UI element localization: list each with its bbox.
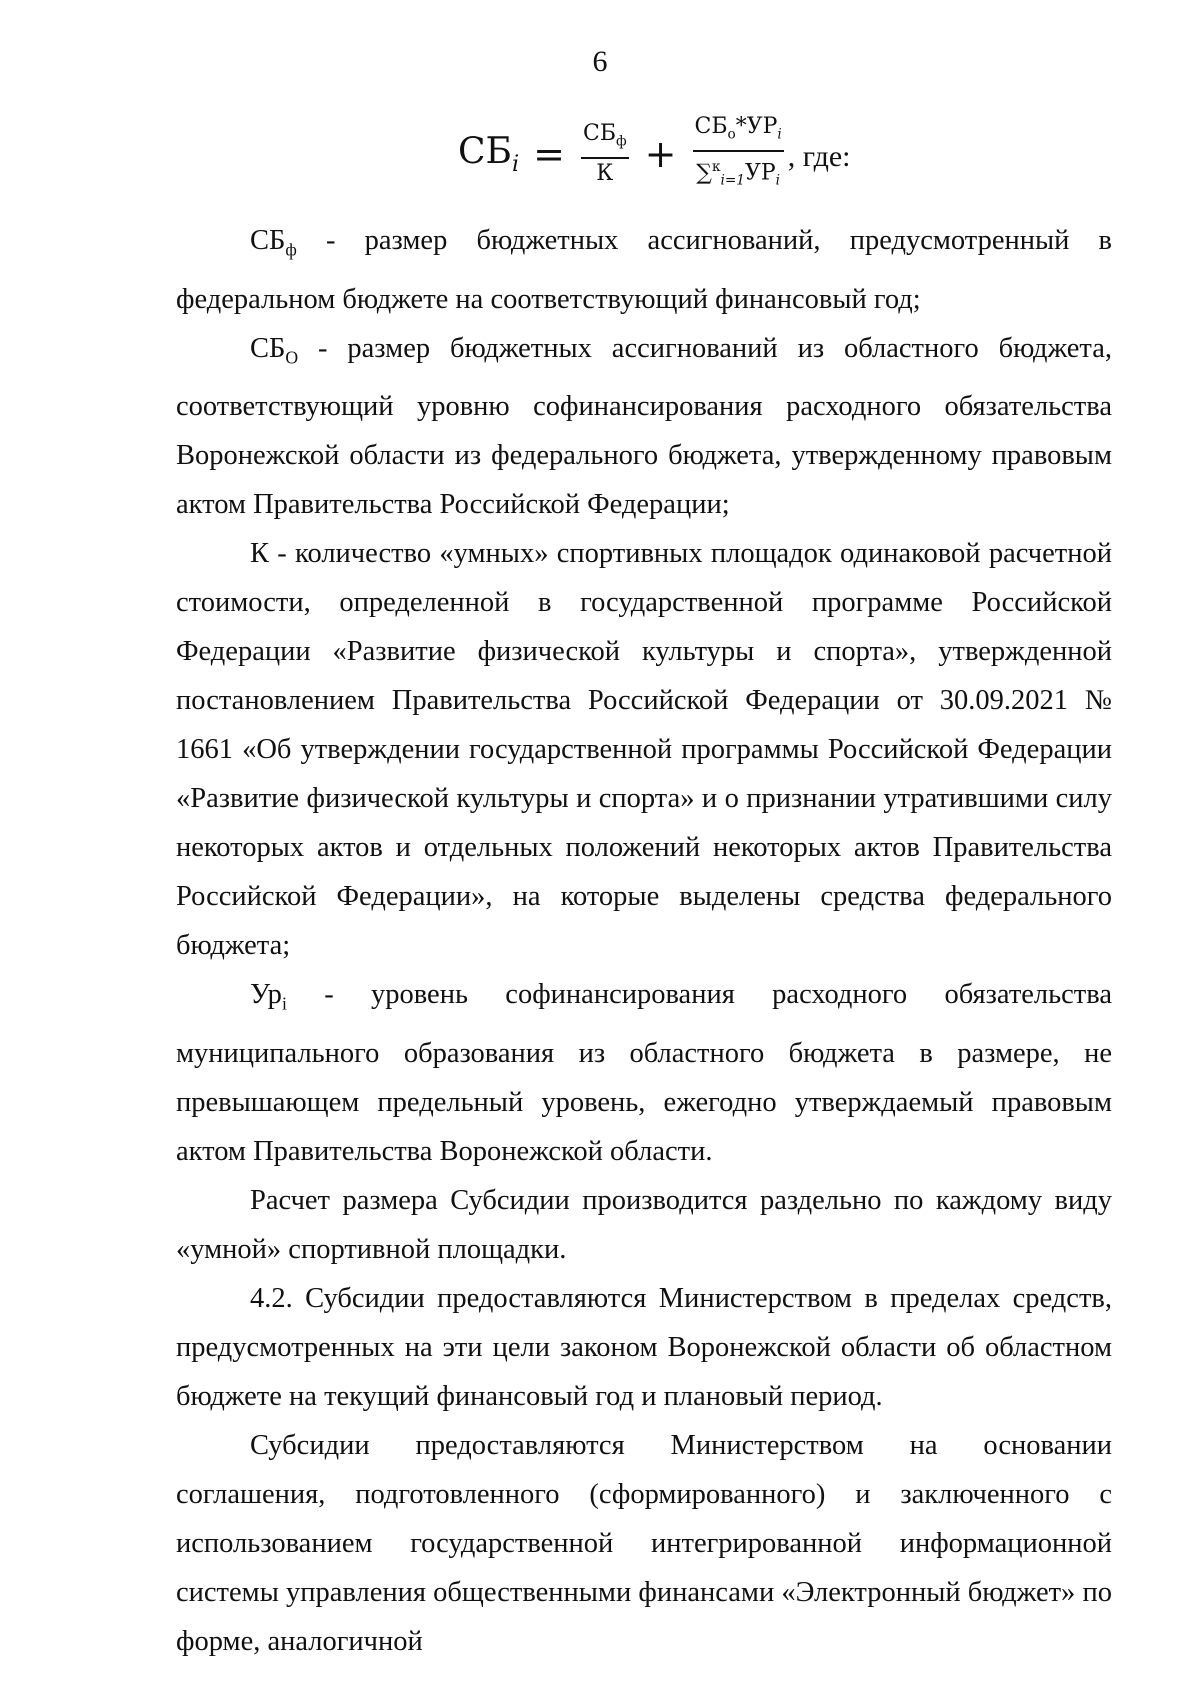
document-body bbox=[176, 216, 1112, 1666]
clause-4-2: 4.2. Субсидии предоставляются Министерством в пределах средств, предусмотренных на эти цели законом Воронежской области об областном бюджете на текущий финансовый год и плановый период. bbox=[176, 1283, 1112, 1413]
plus-sign: + bbox=[644, 132, 677, 176]
definition-k: К - количество «умных» спортивных площадок одинаковой расчетной стоимости, определенной в государственной программе Российской Федерации «Развитие физической культуры и спорта», утвержденной постановлением Правительства Российской Федерации от 30.09.2021 № 1661 «Об утверждении государственной программы Российской Федерации «Развитие физической культуры и спорта» и о признании утратившими силу некоторых актов и отдельных положений некоторых актов Правительства Российской Федерации», на которые выделены средства федерального бюджета; bbox=[176, 538, 1112, 962]
term-urp: $Ур_i$ bbox=[250, 979, 287, 1015]
fraction-denominator: $\sum^к_{i=1}УР_i$ bbox=[696, 158, 780, 189]
agreement-paragraph: Субсидии предоставляются Министерством на основании соглашения, подготовленного (сформированного) и заключенного с использованием государственной интегрированной информационной системы управления общественными финансами «Электронный бюджет» по форме, аналогичной bbox=[176, 1430, 1112, 1658]
formula-suffix: , где: bbox=[787, 140, 851, 173]
formula-lhs: $СБ_i$ bbox=[458, 130, 520, 178]
subsidy-formula bbox=[458, 112, 851, 196]
equals-sign: = bbox=[533, 132, 565, 176]
fraction-numerator: $СБ_о*УР_i$ bbox=[693, 113, 784, 151]
fraction-numerator: $СБ_ф$ bbox=[581, 120, 629, 158]
fraction-denominator: К bbox=[596, 160, 614, 186]
term-sbf: $СБ_ф$ bbox=[250, 225, 297, 260]
definition-urp: $Ур_i$ - уровень софинансирования расходного обязательства муниципального образования из областного бюджета в размере, не превышающем предельный уровень, ежегодно утверждаемый правовым актом Правительства Воронежской области. bbox=[176, 979, 1112, 1168]
formula-fraction-regional bbox=[693, 113, 784, 194]
definition-sbo: $СБ_О$ - размер бюджетных ассигнований из областного бюджета, соответствующий уровню софинансирования расходного обязательства Воронежской области из федерального бюджета, утвержденному правовым актом Правительства Российской Федерации; bbox=[176, 332, 1112, 521]
formula-fraction-federal bbox=[581, 120, 629, 187]
definition-sbf: $СБ_ф$ - размер бюджетных ассигнований, предусмотренный в федеральном бюджете на соответствующий финансовый год; bbox=[176, 225, 1112, 315]
calculation-note: Расчет размера Субсидии производится раздельно по каждому виду «умной» спортивной площадки. bbox=[176, 1185, 1112, 1266]
term-sbo: $СБ_О$ bbox=[250, 332, 299, 368]
page-number: 6 bbox=[592, 45, 608, 78]
